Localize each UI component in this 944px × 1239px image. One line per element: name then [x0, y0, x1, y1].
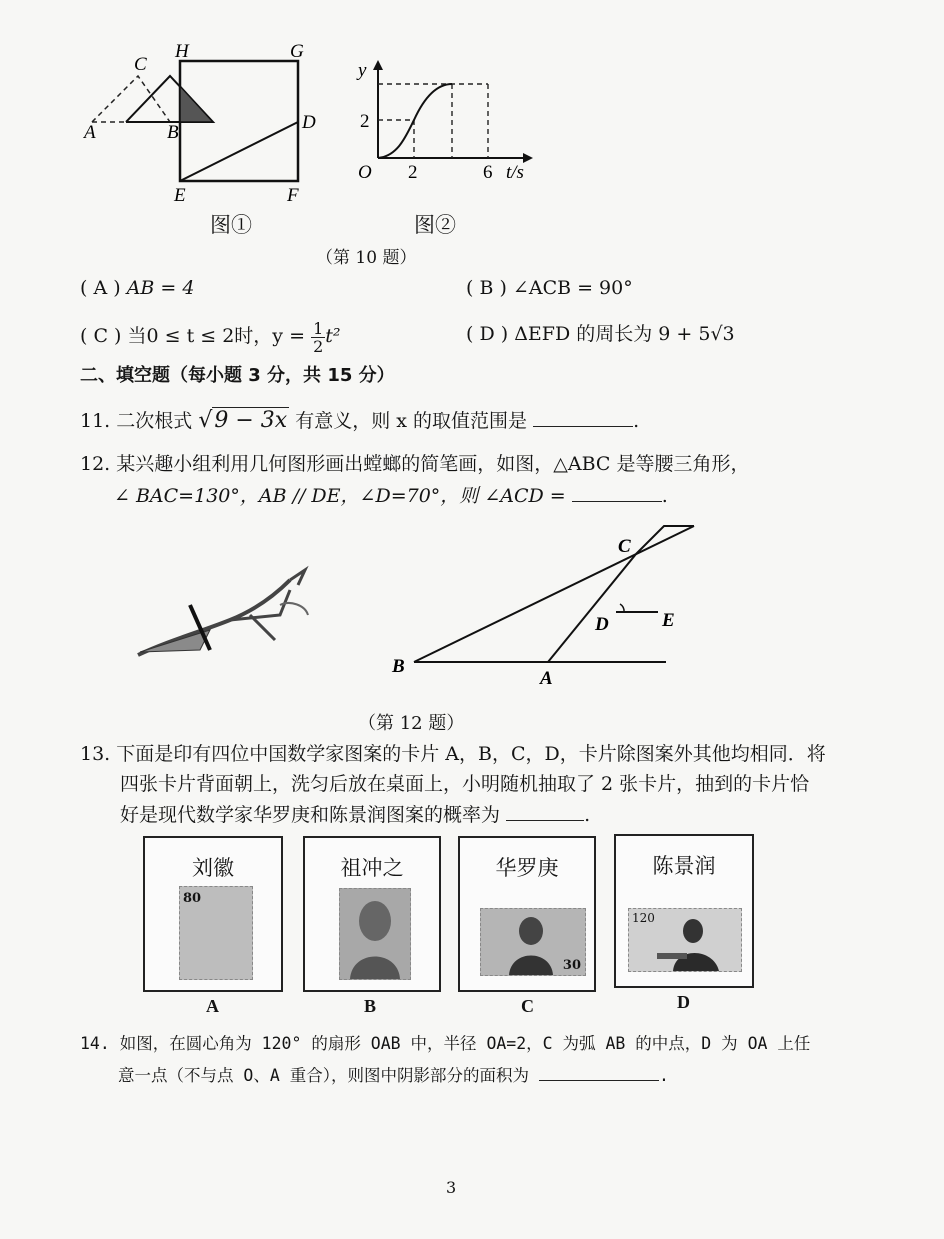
fig1-label-B: B — [167, 122, 179, 143]
q11-answer-blank[interactable] — [533, 408, 633, 427]
card-b — [303, 836, 441, 992]
q10-option-c — [80, 316, 341, 356]
fig2-label-O: O — [358, 162, 372, 183]
q13-line-2: 四张卡片背面朝上，洗匀后放在桌面上，小明随机抽取了 2 张卡片，抽到的卡片恰 — [120, 773, 810, 795]
portrait-icon — [340, 889, 410, 979]
option-d-label: ( D ) — [466, 323, 509, 345]
q13-answer-blank[interactable] — [506, 802, 584, 821]
card-d-letter: D — [677, 992, 690, 1012]
q12-answer-blank[interactable] — [572, 483, 662, 502]
figure-2 — [348, 56, 538, 186]
fig1-label-E: E — [174, 185, 186, 206]
fig1-label-G: G — [290, 41, 304, 62]
option-a-label: ( A ) — [80, 277, 121, 299]
figure-1 — [70, 36, 340, 216]
q14-line-2: 意一点（不与点 O、A 重合），则图中阴影部分的面积为 . — [118, 1062, 669, 1088]
q11-radical: √9 − 3x — [198, 408, 288, 433]
q12-label-C: C — [618, 536, 631, 557]
q10-option-d — [466, 322, 735, 346]
card-c-letter: C — [521, 996, 534, 1016]
fig2-caption: 图② — [414, 213, 456, 237]
option-d-text: ΔEFD 的周长为 9 + 5√3 — [514, 323, 735, 345]
q12-label-E: E — [662, 610, 675, 631]
q10-caption: （第 10 题） — [316, 248, 417, 268]
card-c-stamp-value: 30 — [562, 958, 581, 973]
mantis-sketch — [130, 560, 330, 670]
q12-label-D: D — [595, 614, 609, 635]
card-d — [614, 834, 754, 988]
q11-post: 有意义，则 x 的取值范围是 — [295, 410, 528, 432]
option-b-label: ( B ) — [466, 277, 507, 299]
q10-option-b — [466, 276, 633, 300]
portrait-icon — [629, 909, 741, 971]
card-c — [458, 836, 596, 992]
fig1-label-H: H — [175, 41, 189, 62]
q11-pre: 11. 二次根式 — [80, 410, 193, 432]
q14-line-2-text: 意一点（不与点 O、A 重合），则图中阴影部分的面积为 — [118, 1066, 529, 1085]
option-c-power: t² — [325, 325, 341, 347]
option-c-label: ( C ) — [80, 325, 122, 347]
card-a-letter: A — [206, 996, 219, 1016]
card-d-stamp-value: 120 — [632, 911, 655, 925]
q14-line-1: 14. 如图，在圆心角为 120° 的扇形 OAB 中，半径 OA=2，C 为弧 AB 的中点，D 为 OA 上任 — [80, 1034, 811, 1053]
q13-line-3-text: 好是现代数学家华罗庚和陈景润图案的概率为 — [120, 804, 501, 826]
card-c-name: 华罗庚 — [495, 856, 559, 880]
card-c-stamp — [480, 908, 586, 976]
q12-caption: （第 12 题） — [358, 713, 465, 734]
q11-radicand: 9 − 3x — [214, 408, 288, 433]
page-number: 3 — [446, 1178, 457, 1197]
fig2-label-6: 6 — [483, 162, 493, 183]
q13-line-1: 13. 下面是印有四位中国数学家图案的卡片 A，B，C，D，卡片除图案外其他均相同．将 — [80, 743, 826, 765]
q10-option-a — [80, 276, 194, 300]
card-a — [143, 836, 283, 992]
option-c-fraction: $\frac{1}{2}$ — [313, 318, 324, 356]
fig2-label-2y: 2 — [360, 111, 370, 132]
fig1-label-D: D — [302, 112, 316, 133]
fig2-label-y: y — [358, 60, 367, 81]
question-11: 11. 二次根式 √9 − 3x 有意义，则 x 的取值范围是 . — [80, 408, 640, 433]
card-b-letter: B — [364, 996, 377, 1016]
q13-line-3: 好是现代数学家华罗庚和陈景润图案的概率为 . — [120, 804, 591, 826]
q12-figure — [388, 516, 708, 686]
fig1-label-A: A — [84, 122, 96, 143]
card-a-stamp-value: 80 — [183, 891, 202, 906]
q14-answer-blank[interactable] — [539, 1062, 659, 1081]
card-d-name: 陈景润 — [652, 854, 716, 878]
section-2-heading: 二、填空题（每小题 3 分，共 15 分） — [80, 365, 395, 386]
fig1-label-F: F — [287, 185, 299, 206]
fig1-label-C: C — [134, 54, 147, 75]
q12-line-2-text: ∠ BAC=130°，AB // DE，∠D=70°，则 ∠ACD = — [114, 485, 566, 507]
q12-line-2: ∠ BAC=130°，AB // DE，∠D=70°，则 ∠ACD = . — [114, 485, 668, 507]
card-a-stamp — [179, 886, 253, 980]
card-d-stamp — [628, 908, 742, 972]
option-b-text: ∠ACB = 90° — [512, 277, 633, 299]
q12-label-B: B — [392, 656, 405, 677]
card-b-name: 祖冲之 — [340, 856, 404, 880]
card-b-stamp — [339, 888, 411, 980]
option-a-text: AB = 4 — [126, 277, 195, 299]
fig1-caption: 图① — [210, 213, 252, 237]
fig2-label-2x: 2 — [408, 162, 418, 183]
card-a-name: 刘徽 — [192, 856, 234, 880]
q12-line-1: 12. 某兴趣小组利用几何图形画出螳螂的简笔画，如图，△ABC 是等腰三角形， — [80, 453, 750, 475]
q12-label-A: A — [540, 668, 553, 686]
option-c-text: 当0 ≤ t ≤ 2时，y = — [127, 325, 306, 347]
fig2-label-t: t/s — [506, 162, 524, 183]
